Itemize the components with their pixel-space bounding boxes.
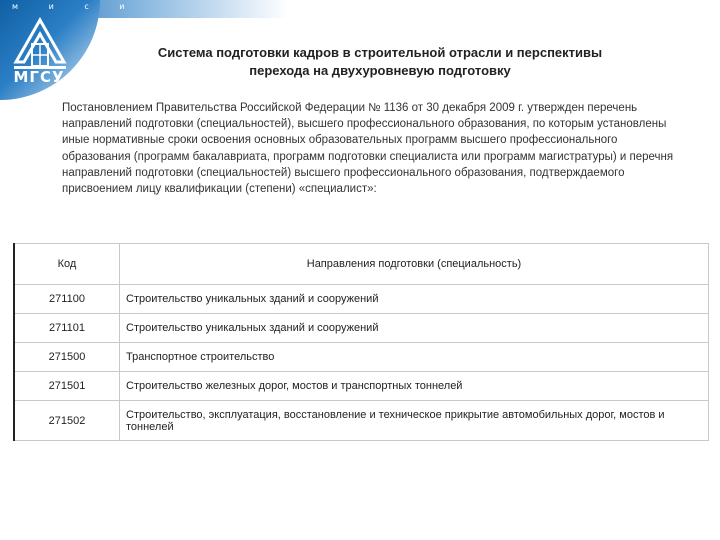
header-code: Код (14, 244, 120, 285)
intro-paragraph: Постановлением Правительства Российской Федерации № 1136 от 30 декабря 2009 г. утвержден перечень направлений подготовки (специальностей), высшего профессионального образования, по которым установлены иные нормативные сроки освоения основных образовательных программ высшего профессионального образования (программ бакалавриата, программ подготовки специалиста или программ магистратуры) и перечня направлений подготовки (специальностей) высшего профессионального образования, подтверждаемого присвоением лицу квалификации (степени) «специалист»: (62, 102, 674, 196)
table-row (14, 285, 709, 314)
row-code: 271100 (14, 285, 120, 314)
row-code: 271501 (14, 372, 120, 401)
row-code: 271101 (14, 314, 120, 343)
row-code: 271500 (14, 343, 120, 372)
title-line-2: перехода на двухуровневую подготовку (249, 63, 511, 78)
row-direction: Транспортное строительство (120, 343, 709, 372)
header-direction: Направления подготовки (специальность) (120, 244, 709, 285)
logo-text: МГСУ (13, 68, 65, 86)
table-row (14, 314, 709, 343)
table-row (14, 401, 709, 441)
row-direction: Строительство уникальных зданий и сооружений (120, 314, 709, 343)
table-row (14, 343, 709, 372)
directions-table (13, 243, 709, 441)
row-direction: Строительство уникальных зданий и сооружений (120, 285, 709, 314)
table-row (14, 372, 709, 401)
row-direction: Строительство, эксплуатация, восстановление и техническое прикрытие автомобильных дорог, мостов и тоннелей (120, 401, 709, 441)
title-line-1: Система подготовки кадров в строительной отрасли и перспективы (157, 45, 603, 60)
table-header-row (14, 244, 709, 285)
row-code: 271502 (14, 401, 120, 441)
page-title (110, 44, 650, 80)
header-letters: м и с и (12, 2, 139, 11)
row-direction: Строительство железных дорог, мостов и транспортных тоннелей (120, 372, 709, 401)
